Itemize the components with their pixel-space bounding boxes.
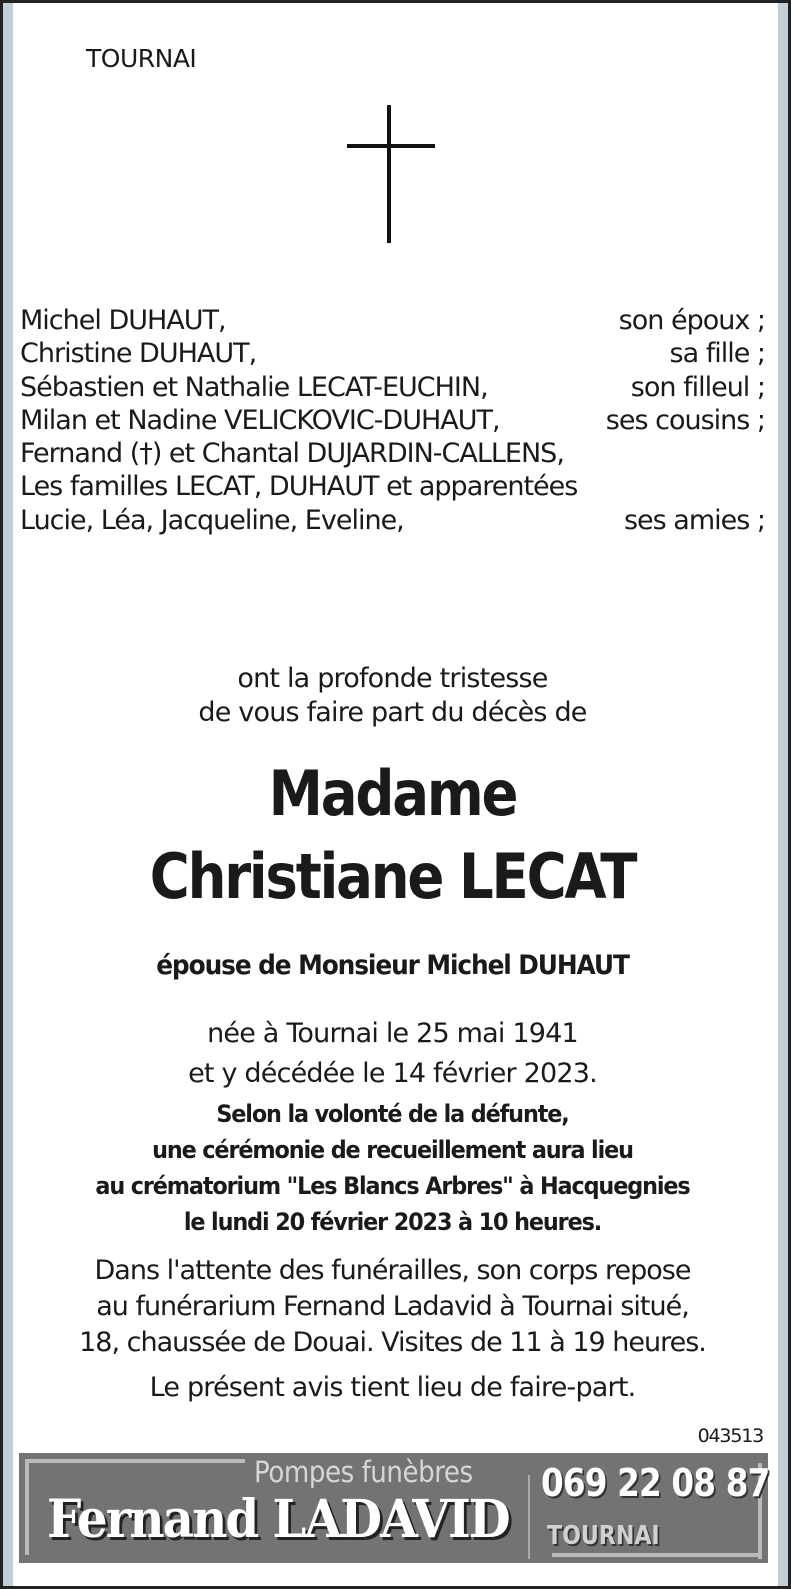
mourner-row: Sébastien et Nathalie LECAT-EUCHIN, son filleul ;	[20, 371, 765, 403]
funeral-home-banner	[19, 1453, 768, 1563]
ceremony-details: Selon la volonté de la défunte, une cérémonie de recueillement aura lieu au crématorium "Les Blancs Arbres" à Hacquegnies le lundi 20 février 2023 à 10 heures.	[95, 1100, 690, 1236]
mourner-row: Michel DUHAUT, son époux ;	[20, 305, 765, 336]
cross-icon	[387, 105, 391, 243]
mourner-row: Fernand (†) et Chantal DUJARDIN-CALLENS,	[20, 438, 564, 470]
right-border-strip	[778, 3, 788, 1586]
mourner-row: Milan et Nadine VELICKOVIC-DUHAUT, ses cousins ;	[20, 404, 765, 436]
notice-text: Le présent avis tient lieu de faire-part.	[149, 1372, 636, 1403]
spouse-line: épouse de Monsieur Michel DUHAUT	[156, 950, 629, 981]
birth-death: née à Tournai le 25 mai 1941 et y décédée le 14 février 2023.	[188, 1018, 597, 1089]
banner-city: TOURNAI	[547, 1521, 660, 1551]
announcement: ont la profonde tristesse de vous faire part du décès de	[198, 663, 587, 728]
banner-phone: 069 22 08 87	[541, 1461, 770, 1505]
location-heading: TOURNAI	[86, 44, 197, 73]
reference-number: 043513	[697, 1425, 763, 1447]
visitation-details: Dans l'attente des funérailles, son corps repose au funérarium Fernand Ladavid à Tournai situé, 18, chaussée de Douai. Visites de 11 à 19 heures.	[79, 1255, 706, 1358]
mourner-row: Lucie, Léa, Jacqueline, Eveline, ses amies ;	[20, 504, 765, 536]
cross-icon-bar	[347, 144, 435, 148]
banner-decor-line	[552, 1553, 762, 1557]
banner-separator	[528, 1475, 530, 1559]
banner-decor-line	[25, 1459, 29, 1555]
deceased-name: Madame Christiane LECAT	[149, 757, 636, 913]
mourner-row: Les familles LECAT, DUHAUT et apparentées	[20, 471, 578, 503]
banner-company: Fernand LADAVID	[47, 1489, 509, 1550]
mourner-row: Christine DUHAUT, sa fille ;	[20, 338, 765, 370]
banner-decor-line	[25, 1459, 245, 1463]
left-border-strip	[3, 3, 13, 1586]
mourners-list	[20, 304, 765, 537]
banner-subtitle: Pompes funèbres	[254, 1455, 473, 1489]
